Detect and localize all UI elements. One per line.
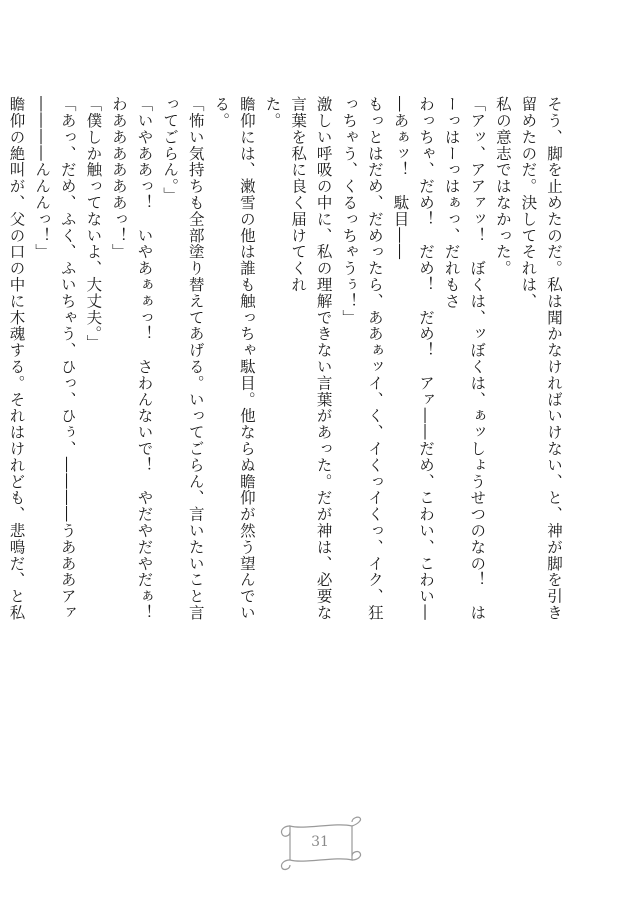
- page-number: 31: [311, 834, 329, 850]
- text-line: 「あっ、だめ、ふく、ふいちゃう、ひっ、ひぅ、――――うあああアァ――――んんんっ！」: [33, 96, 77, 621]
- text-line: 激しい呼吸の中に、私の理解できない言葉があった。だが神は、必要な言葉を私に良く届けてくれ: [289, 96, 333, 621]
- text-line: 私の意志ではなかった。: [493, 96, 512, 277]
- text-line: 「僕しか触ってないよ、大丈夫。」: [84, 96, 103, 351]
- vertical-text-block: [7, 96, 566, 638]
- text-line: 「いやああっ！ いやあぁぁっ！ さわんないで！ やだやだやだぁ！ わああああああっ！」: [109, 96, 154, 638]
- text-line: た。: [263, 96, 282, 129]
- text-line: 「アッ、アアァッ！ ぼくは、ッぼくは、ぁッしょうせつのなの！ はーっはーっはぁっ、だれもさ: [442, 96, 487, 621]
- text-line: そう、脚を止めたのだ。私は聞かなければいけない、と、神が脚を引き留めたのだ。決してそれは、: [519, 96, 563, 621]
- page-number-scroll: [276, 816, 364, 872]
- text-line: 「怖い気持ちも全部塗り替えてあげる。いってごらん、言いたいこと言ってごらん。」: [161, 96, 205, 621]
- text-line: もっとはだめ、だめったら、ああぁッイ、く、イくっイくっ、イク、狂っちゃう、くるっちゃうぅ！」: [340, 96, 384, 621]
- text-line: 瞻仰の絶叫が、父の口の中に木魂する。それはけれども、悲鳴だ、と私: [7, 96, 26, 621]
- text-line: わっちゃ、だめ！ だめ！ だめ！ アァ――だめ、こわい、こわい――あぁッ！ 駄目――: [391, 96, 436, 621]
- text-line: 瞻仰には、潄雪の他は誰も触っちゃ駄目。他ならぬ瞻仰が然う望んでいる。: [212, 96, 256, 621]
